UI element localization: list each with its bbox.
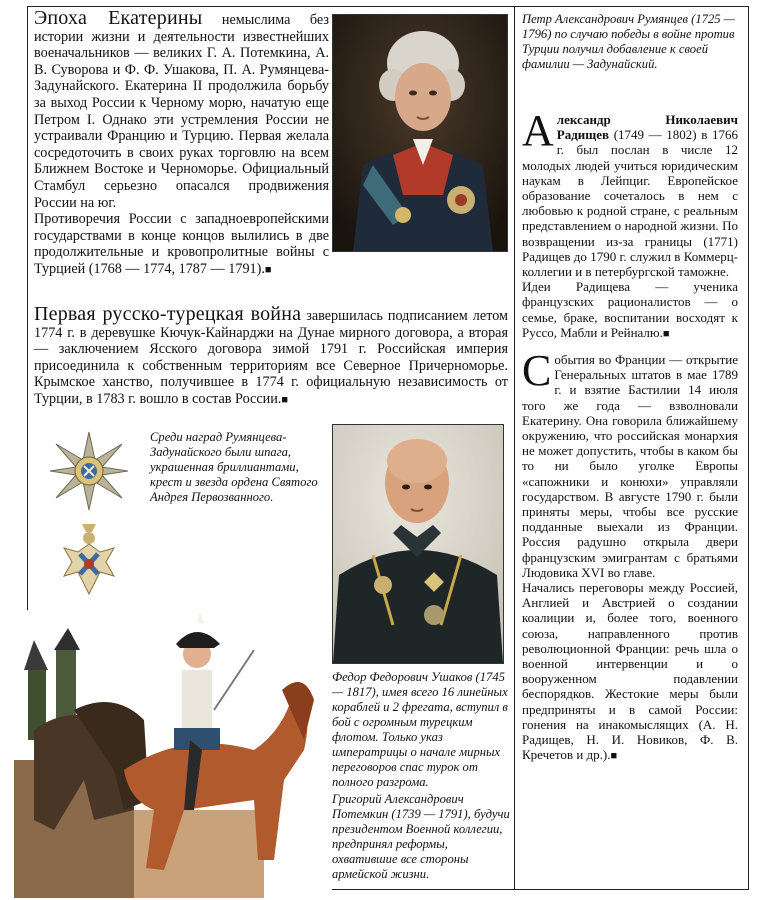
war-section [34,303,509,409]
sidebar-radishchev [522,106,739,342]
radishchev-text-2: Идеи Радищева — ученика французских рационалистов — о семье, браке, воспитании восходят к Руссо, Мабли и Рейналю. [522,279,738,340]
order-cross-icon [60,518,118,598]
end-mark: ■ [662,327,670,340]
order-star-icon [48,430,130,512]
france-text-2: Начались переговоры между Россией, Англией и Австрией о создании коалиции и, более того, военного союза, направленного против революционной Франции: речь шла о военной интервенции и о вооруженном подавлении беспорядков. Жестокие меры были предприняты и в самой России: гонения на инакомыслящих (А. Н. Радищев, Н. И. Новиков, Ф. В. Кречетов и др.). [522,580,738,763]
caption-ushakov: Федор Федорович Ушаков (1745 — 1817), имея всего 16 линейных кораблей и 2 фрегата, вступил в бой с огромным турецким флотом. Только указ императрицы о начале мирных переговоров спас турок от полного разгрома. [332,670,508,789]
sidebar-france [522,346,738,764]
dropcap-s: С [522,346,552,395]
column-divider [514,6,515,890]
radishchev-name: лександр Николаевич Радищев [556,112,738,143]
order-cross-illustration [60,518,118,598]
intro-paragraph-2 [34,211,329,278]
france-paragraph-2 [522,580,738,764]
end-mark: ■ [264,263,272,276]
intro-text-2: Противоречия России с западноевропейскими государствами в конце концов вылились в две продолжительные и кровопролитные войны с Турцией (1768 — 1774, 1787 — 1791). [34,211,329,277]
radishchev-text: (1749 — 1802) в 1766 г. был послан в числе 12 молодых людей учиться юридическим наукам в Лейпциг. Европейское образование сочеталось в нем с любовью к родной стране, с реальным представлением о народной жизни. По возвращении из-за границы (1771) Радищев до 1790 г. служил в Коммерц-коллегии и в петербургской таможне. [522,127,739,280]
war-paragraph [34,303,509,409]
portrait-rumyantsev-art [333,15,507,251]
intro-heading: Эпоха Екатерины [34,7,203,29]
radishchev-paragraph-2 [522,279,738,342]
order-star-illustration [48,430,130,512]
caption-potemkin: Григорий Александрович Потемкин (1739 — 1791), будучи президентом Военной коллегии, предпринял реформы, охватившие все стороны армейской жизни. [332,792,510,881]
intro-paragraph [34,7,329,211]
france-text: обытия во Франции — открытие Генеральных штатов в мае 1789 г. и взятие Бастилии 14 июля того же года — взволновали Екатерину. Она говорила ближайшему окружению, что российская монархия не может допустить, чтобы в каком бы то ни было уголке Европы «сапожники и конюхи» управляли государством. В августе 1790 г. были приняты меры, чтобы все русские подданные выехали из Франции. Россия радушно открыла двери французским эмигрантам с братьями Людовика XVI во главе. [522,352,738,580]
cavalry-art [14,610,332,898]
radishchev-paragraph [522,106,739,280]
end-mark: ■ [610,750,618,763]
intro-section [34,7,329,279]
caption-awards: Среди наград Румянцева-Задунайского были шпага, украшенная бриллиантами, крест и звезда ордена Святого Андрея Первозванного. [150,430,318,504]
war-heading: Первая русско-турецкая война [34,303,302,325]
caption-rumyantsev: Петр Александрович Румянцев (1725 — 1796) по случаю победы в войне против Турции получил добавление к своей фамилии — Задунайский. [522,12,735,71]
intro-text: немыслима без истории жизни и деятельности известнейших военачальников — великих Г. А. Потемкина, А. В. Суворова и Ф. Ф. Ушакова, П. А. Румянцева-Задунайского. Екатерина II продолжила борьбу за выход России к Черному морю, начатую еще Петром I. Однако эти устремления России не устраивали Францию и Турцию. Первая желала сосредоточить в своих руках торговлю на всем Ближнем Востоке и Черноморье. Официальный Стамбул серьезно опасался продвижения России на юг. [34,12,329,211]
cavalry-illustration [14,610,332,898]
portrait-ushakov-art [333,425,503,663]
end-mark: ■ [281,393,289,406]
portrait-ushakov [332,424,504,664]
dropcap-a: А [522,106,554,155]
portrait-rumyantsev [332,14,508,252]
france-paragraph [522,346,738,580]
war-text: завершилась подписанием летом 1774 г. в деревушке Кючук-Кайнарджи на Дунае мирного договора, а вторая — заключением Ясского договора зимой 1791 г. Российская империя присоединила к собственным территориям все Северное Причерноморье. Крымское ханство, получившее в 1774 г. официальную независимость от Турции, в 1783 г. вошло в состав России. [34,308,509,407]
